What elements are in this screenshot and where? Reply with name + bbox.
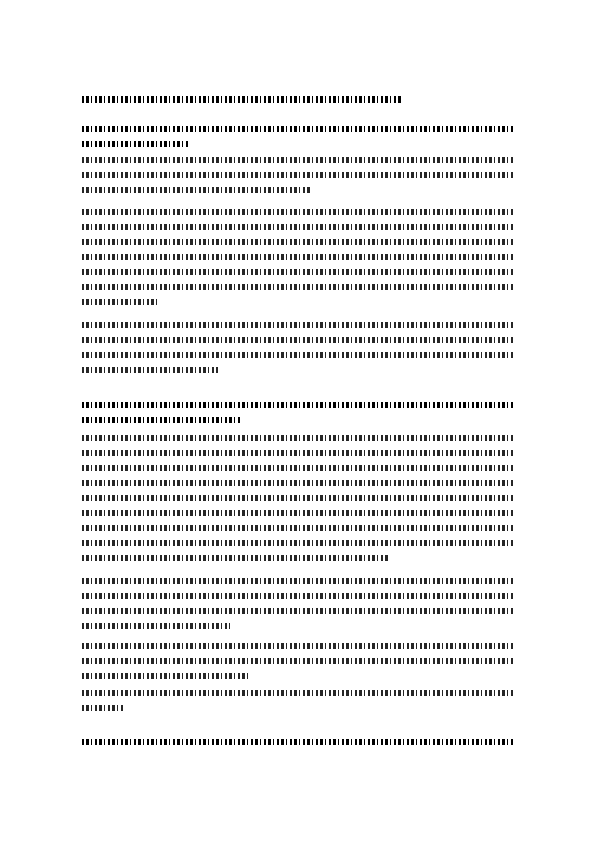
- text-line: [82, 269, 514, 275]
- text-line: [82, 495, 514, 501]
- text-line: [82, 623, 230, 629]
- text-line: [82, 690, 514, 696]
- text-line: [82, 608, 514, 614]
- paragraph-5: [82, 578, 514, 638]
- paragraph-1: [82, 157, 514, 202]
- text-line: [82, 658, 514, 664]
- text-line: [82, 299, 158, 305]
- text-line: [82, 352, 514, 358]
- paragraph-4: [82, 435, 514, 570]
- paragraph-2: [82, 209, 514, 314]
- text-line: [82, 525, 514, 531]
- text-line: [82, 510, 514, 516]
- section-heading-3: [82, 739, 514, 754]
- text-line: [82, 578, 514, 584]
- text-line: [82, 337, 514, 343]
- paragraph-6: [82, 643, 514, 688]
- text-line: [82, 465, 514, 471]
- text-line: [82, 239, 514, 245]
- text-line: [82, 402, 514, 408]
- text-line: [82, 417, 240, 423]
- text-line: [82, 254, 514, 260]
- paragraph-7: [82, 690, 514, 720]
- text-line: [82, 643, 514, 649]
- text-line: [82, 555, 388, 561]
- section-heading-2: [82, 402, 514, 432]
- text-line: [82, 172, 514, 178]
- document-title: [82, 96, 402, 103]
- text-line: [82, 157, 514, 163]
- text-line: [82, 480, 514, 486]
- text-line: [82, 739, 514, 745]
- text-line: [82, 673, 248, 679]
- text-line: [82, 540, 514, 546]
- text-line: [82, 284, 514, 290]
- text-line: [82, 126, 514, 132]
- text-line: [82, 141, 190, 147]
- text-line: [82, 450, 514, 456]
- text-line: [82, 224, 514, 230]
- text-line: [82, 367, 218, 373]
- text-line: [82, 322, 514, 328]
- text-line: [82, 705, 124, 711]
- paragraph-3: [82, 322, 514, 382]
- text-line: [82, 187, 310, 193]
- text-line: [82, 593, 514, 599]
- section-heading-1: [82, 126, 514, 156]
- text-line: [82, 209, 514, 215]
- text-line: [82, 435, 514, 441]
